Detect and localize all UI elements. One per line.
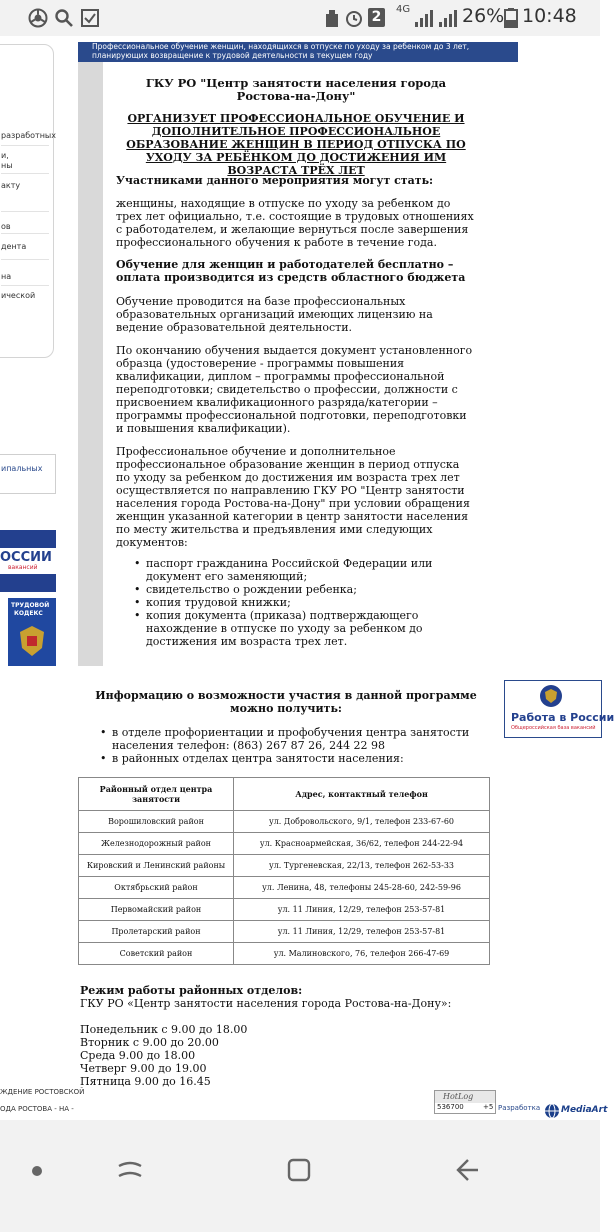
- table-row: [79, 855, 490, 877]
- sidebar-item[interactable]: ов: [1, 222, 11, 231]
- article-headline: ОРГАНИЗУЕТ ПРОФЕССИОНАЛЬНОЕ ОБУЧЕНИЕ И ДОПОЛНИТЕЛЬНОЕ ПРОФЕССИОНАЛЬНОЕ ОБРАЗОВАНИЕ ЖЕНЩИН В ПЕРИОД ОТПУСКА ПО УХОДУ ЗА РЕБЁНКОМ ДО ДОСТИЖЕНИЯ ИМ ВОЗРАСТА ТРЁХ ЛЕТ: [126, 112, 466, 177]
- dev-label: Разработка: [498, 1104, 541, 1112]
- sidebar-item[interactable]: и,: [1, 151, 9, 160]
- navigation-bar: [0, 1120, 600, 1232]
- table-cell-district: Советский район: [79, 943, 234, 965]
- rabota-emblem-icon: [539, 684, 563, 708]
- info-item: • в районных отделах центра занятости населения:: [96, 752, 476, 765]
- table-header-district: Районный отдел центра занятости: [79, 778, 234, 811]
- sidebar-item[interactable]: ической: [1, 291, 36, 300]
- sidebar-divider: [1, 173, 49, 174]
- municipal-link[interactable]: ипальных: [1, 464, 43, 473]
- documents-list: [130, 557, 470, 648]
- sidebar-item[interactable]: разработных: [1, 131, 56, 140]
- schedule-day: Среда 9.00 до 18.00: [80, 1049, 196, 1062]
- banner-subtitle: вакансий: [8, 564, 38, 571]
- assistant-dot-icon[interactable]: [30, 1164, 44, 1178]
- recent-apps-icon[interactable]: [116, 1158, 144, 1184]
- table-cell-address: ул. 11 Линия, 12/29, телефон 253-57-81: [234, 899, 490, 921]
- sidebar-item[interactable]: на: [1, 272, 12, 281]
- base-text: Обучение проводится на базе профессиональных образовательных организаций имеющих лицензию на ведение образовательной деятельности.: [116, 295, 433, 334]
- mediaart-globe-icon: [544, 1103, 560, 1119]
- municipal-link-box[interactable]: [0, 454, 56, 494]
- document-item: • паспорт гражданина Российской Федерации или документ его заменяющий;: [130, 557, 470, 583]
- left-sidebar: [0, 44, 54, 358]
- network-type: 4G: [396, 4, 411, 15]
- counter-delta: +5: [483, 1103, 494, 1111]
- document-text: По окончанию обучения выдается документ установленного образца (удостоверение - программы повышения квалификации, диплом – программы профессиональной переподготовки; свидетельство о профессии, должности с присвоением квалификационного разряда/категории – программы профессиональной подготовки, переподготовки и повышения квалификации).: [116, 344, 473, 435]
- table-cell-district: Железнодорожный район: [79, 833, 234, 855]
- table-cell-address: ул. Добровольского, 9/1, телефон 233-67-60: [234, 811, 490, 833]
- table-cell-district: Кировский и Ленинский районы: [79, 855, 234, 877]
- table-row: [79, 877, 490, 899]
- table-header-address: Адрес, контактный телефон: [234, 778, 490, 811]
- sidebar-divider: [1, 145, 49, 146]
- status-bar: [0, 0, 600, 36]
- document-item: • свидетельство о рождении ребенка;: [130, 583, 470, 596]
- document-item: • копия трудовой книжки;: [130, 596, 470, 609]
- sidebar-item[interactable]: дента: [1, 242, 27, 251]
- table-row: [79, 899, 490, 921]
- table-cell-address: ул. Тургеневская, 22/13, телефон 262-53-33: [234, 855, 490, 877]
- banner-title: ОССИИ: [0, 550, 52, 565]
- hotlog-label: HotLog: [443, 1092, 474, 1101]
- battery-icon: [504, 8, 518, 28]
- table-row: [79, 811, 490, 833]
- free-heading: Обучение для женщин и работодателей бесплатно – оплата производится из средств областного бюджета: [116, 258, 466, 284]
- rabota-ad-sub: Общероссийская база вакансий: [511, 725, 596, 731]
- labor-code-title: ТРУДОВОЙ: [11, 602, 50, 609]
- info-list: [96, 726, 476, 765]
- banner-strip: [0, 548, 56, 574]
- clock: 10:48: [522, 5, 577, 27]
- sidebar-divider: [1, 233, 49, 234]
- mediaart-text: MediaArt: [561, 1105, 608, 1115]
- search-icon: [54, 8, 74, 28]
- rabota-v-rossii-ad[interactable]: [504, 680, 614, 738]
- schedule-day: Понедельник с 9.00 до 18.00: [80, 1023, 248, 1036]
- schedule-org: ГКУ РО «Центр занятости населения города Ростова-на-Дону»:: [80, 997, 452, 1010]
- article-header-text: Профессиональное обучение женщин, находящихся в отпуске по уходу за ребенком до 3 лет, планирующих возвращение к трудовой деятельности в текущем году: [92, 42, 470, 60]
- sidebar-item[interactable]: ны: [1, 161, 13, 170]
- counter-strip: [435, 1103, 495, 1113]
- checkbox-icon: [80, 8, 100, 28]
- sidebar-divider: [1, 211, 49, 212]
- sidebar-item[interactable]: акту: [1, 181, 21, 190]
- org-title: ГКУ РО "Центр занятости населения города Ростова-на-Дону": [145, 76, 447, 103]
- article-header: [78, 42, 518, 62]
- table-row: [79, 921, 490, 943]
- labor-code-subtitle: КОДЕКС: [14, 610, 43, 617]
- mediaart-logo[interactable]: [544, 1103, 608, 1119]
- sim-badge: 2: [368, 8, 385, 27]
- document-item: • копия документа (приказа) подтверждающего нахождение в отпуске по уходу за ребенком до достижения им возраста трех лет.: [130, 609, 470, 648]
- table-cell-district: Первомайский район: [79, 899, 234, 921]
- coat-of-arms-icon: [14, 622, 50, 660]
- schedule-day: Вторник с 9.00 до 20.00: [80, 1036, 219, 1049]
- info-heading: Информацию о возможности участия в данной программе можно получить:: [95, 689, 477, 715]
- back-icon[interactable]: [454, 1157, 480, 1183]
- table-cell-address: ул. 11 Линия, 12/29, телефон 253-57-81: [234, 921, 490, 943]
- signal-icon-2: [438, 8, 460, 28]
- table-cell-district: Ворошиловский район: [79, 811, 234, 833]
- chrome-icon: [28, 8, 48, 28]
- sidebar-divider: [1, 259, 49, 260]
- signal-icon: [414, 8, 436, 28]
- table-row: [79, 833, 490, 855]
- download-icon: [322, 8, 342, 28]
- battery-percent: 26%: [462, 5, 505, 27]
- table-cell-district: Пролетарский район: [79, 921, 234, 943]
- russia-jobs-banner[interactable]: [0, 530, 56, 592]
- rabota-ad-label: Работа в России: [511, 711, 614, 724]
- alarm-icon: [344, 8, 364, 28]
- participants-heading: Участниками данного мероприятия могут стать:: [116, 174, 434, 187]
- hotlog-counter[interactable]: [434, 1090, 496, 1114]
- schedule-heading: Режим работы районных отделов:: [80, 984, 303, 997]
- footer-left-line2[interactable]: ОДА РОСТОВА - НА -: [0, 1105, 74, 1113]
- table-row: [79, 943, 490, 965]
- home-icon[interactable]: [286, 1157, 312, 1183]
- participants-text: женщины, находящие в отпуске по уходу за ребенком до трех лет официально, т.е. состоящие в трудовых отношениях с работодателем, и желающие вернуться после завершения профессионального обучения к работе в течение года.: [116, 197, 474, 249]
- schedule-day: Четверг 9.00 до 19.00: [80, 1062, 207, 1075]
- labor-code-banner[interactable]: [8, 598, 56, 666]
- info-item: • в отделе профориентации и профобучения центра занятости населения телефон: (863) 267 87 26, 244 22 98: [96, 726, 476, 752]
- footer-left-line1[interactable]: ЖДЕНИЕ РОСТОВСКОЙ: [0, 1088, 85, 1096]
- table-header-row: [79, 778, 490, 811]
- table-cell-district: Октябрьский район: [79, 877, 234, 899]
- schedule-day: Пятница 9.00 до 16.45: [80, 1075, 211, 1088]
- counter-value: 536700: [437, 1103, 464, 1111]
- table-cell-address: ул. Ленина, 48, телефоны 245-28-60, 242-59-96: [234, 877, 490, 899]
- direction-text: Профессиональное обучение и дополнительное профессиональное образование женщин в период отпуска по уходу за ребенком до достижения им возраста трех лет осуществляется по направлению ГКУ РО "Центр занятости населения города Ростова-на-Дону" при условии обращения женщин указанной категории в центр занятости населения по месту жительства и предъявления ими следующих документов:: [116, 445, 470, 549]
- offices-table: [78, 777, 490, 965]
- table-cell-address: ул. Малиновского, 76, телефон 266-47-69: [234, 943, 490, 965]
- sidebar-divider: [1, 285, 49, 286]
- table-cell-address: ул. Красноармейская, 36/62, телефон 244-22-94: [234, 833, 490, 855]
